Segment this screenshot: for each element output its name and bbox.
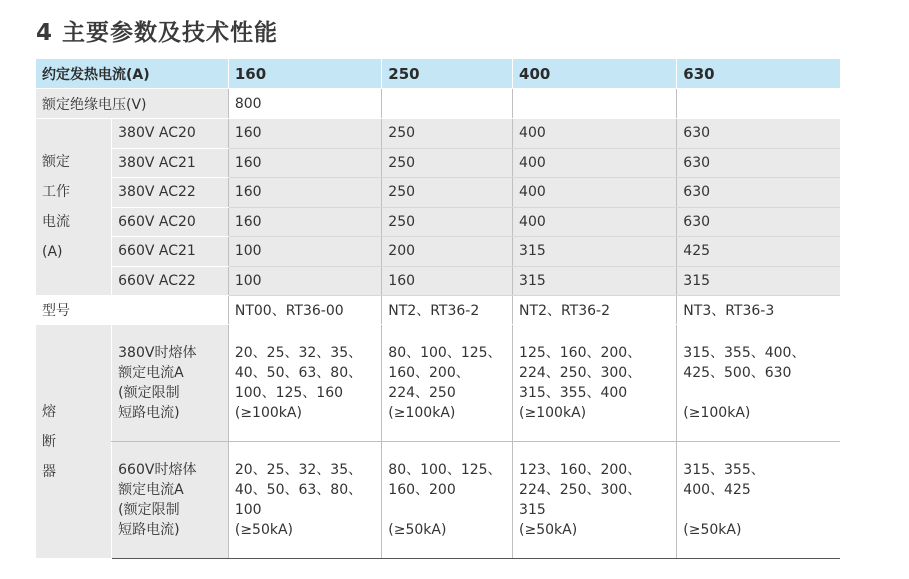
current-value: 200 [382, 237, 513, 267]
current-value: 250 [382, 119, 513, 149]
header-value: 630 [677, 59, 840, 89]
current-value: 250 [382, 148, 513, 178]
current-value: 315 [513, 237, 677, 267]
current-value: 630 [677, 119, 840, 149]
current-value: 400 [513, 178, 677, 208]
table-row [36, 148, 840, 178]
condition-label: 660V AC21 [112, 237, 229, 267]
insulation-value [382, 89, 513, 119]
current-value: 315 [677, 266, 840, 296]
current-value: 630 [677, 207, 840, 237]
fuse-cell: 315、355、400、 425、500、630 (≥100kA) [677, 325, 840, 442]
table-row [36, 266, 840, 296]
fuse-cell: 20、25、32、35、 40、50、63、80、 100、125、160 (≥100kA) [228, 325, 381, 442]
current-value: 630 [677, 148, 840, 178]
condition-label: 660V AC22 [112, 266, 229, 296]
current-value: 400 [513, 119, 677, 149]
insulation-value [677, 89, 840, 119]
fuse-row-660v [36, 442, 840, 559]
condition-label: 380V AC20 [112, 119, 229, 149]
working-current-group-label: 额定 工作 电流 (A) [36, 119, 112, 296]
current-value: 250 [382, 178, 513, 208]
model-row [36, 296, 840, 325]
current-value: 400 [513, 148, 677, 178]
fuse-cell: 20、25、32、35、 40、50、63、80、 100 (≥50kA) [228, 442, 381, 559]
insulation-label: 额定绝缘电压(V) [36, 89, 228, 119]
current-value: 160 [228, 148, 381, 178]
fuse-cell: 315、355、 400、425 (≥50kA) [677, 442, 840, 559]
current-value: 160 [382, 266, 513, 296]
table-row [36, 237, 840, 267]
table-row [36, 207, 840, 237]
table-row [36, 119, 840, 149]
current-value: 100 [228, 266, 381, 296]
fuse-cell: 123、160、200、 224、250、300、 315 (≥50kA) [513, 442, 677, 559]
fuse-cell: 80、100、125、 160、200、 224、250 (≥100kA) [382, 325, 513, 442]
condition-label: 380V AC22 [112, 178, 229, 208]
current-value: 100 [228, 237, 381, 267]
fuse-row-380v [36, 325, 840, 442]
table-header-row [36, 59, 840, 89]
header-label: 约定发热电流(A) [36, 59, 228, 89]
current-value: 425 [677, 237, 840, 267]
header-value: 250 [382, 59, 513, 89]
fuse-group-label: 熔 断 器 [36, 325, 112, 559]
current-value: 160 [228, 178, 381, 208]
header-value: 160 [228, 59, 381, 89]
current-value: 315 [513, 266, 677, 296]
parameter-table [36, 59, 840, 559]
model-value: NT3、RT36-3 [677, 296, 840, 325]
insulation-value: 800 [228, 89, 381, 119]
model-value: NT2、RT36-2 [382, 296, 513, 325]
current-value: 630 [677, 178, 840, 208]
condition-label: 380V AC21 [112, 148, 229, 178]
current-value: 400 [513, 207, 677, 237]
fuse-condition-label: 660V时熔体 额定电流A (额定限制 短路电流) [112, 442, 229, 559]
current-value: 160 [228, 119, 381, 149]
insulation-row [36, 89, 840, 119]
table-row [36, 178, 840, 208]
insulation-value [513, 89, 677, 119]
model-value: NT2、RT36-2 [513, 296, 677, 325]
fuse-cell: 80、100、125、 160、200 (≥50kA) [382, 442, 513, 559]
section-title: 4 主要参数及技术性能 [36, 20, 279, 46]
fuse-cell: 125、160、200、 224、250、300、 315、355、400 (≥100kA) [513, 325, 677, 442]
condition-label: 660V AC20 [112, 207, 229, 237]
header-value: 400 [513, 59, 677, 89]
current-value: 160 [228, 207, 381, 237]
fuse-condition-label: 380V时熔体 额定电流A (额定限制 短路电流) [112, 325, 229, 442]
current-value: 250 [382, 207, 513, 237]
model-value: NT00、RT36-00 [228, 296, 381, 325]
model-label: 型号 [36, 296, 228, 325]
